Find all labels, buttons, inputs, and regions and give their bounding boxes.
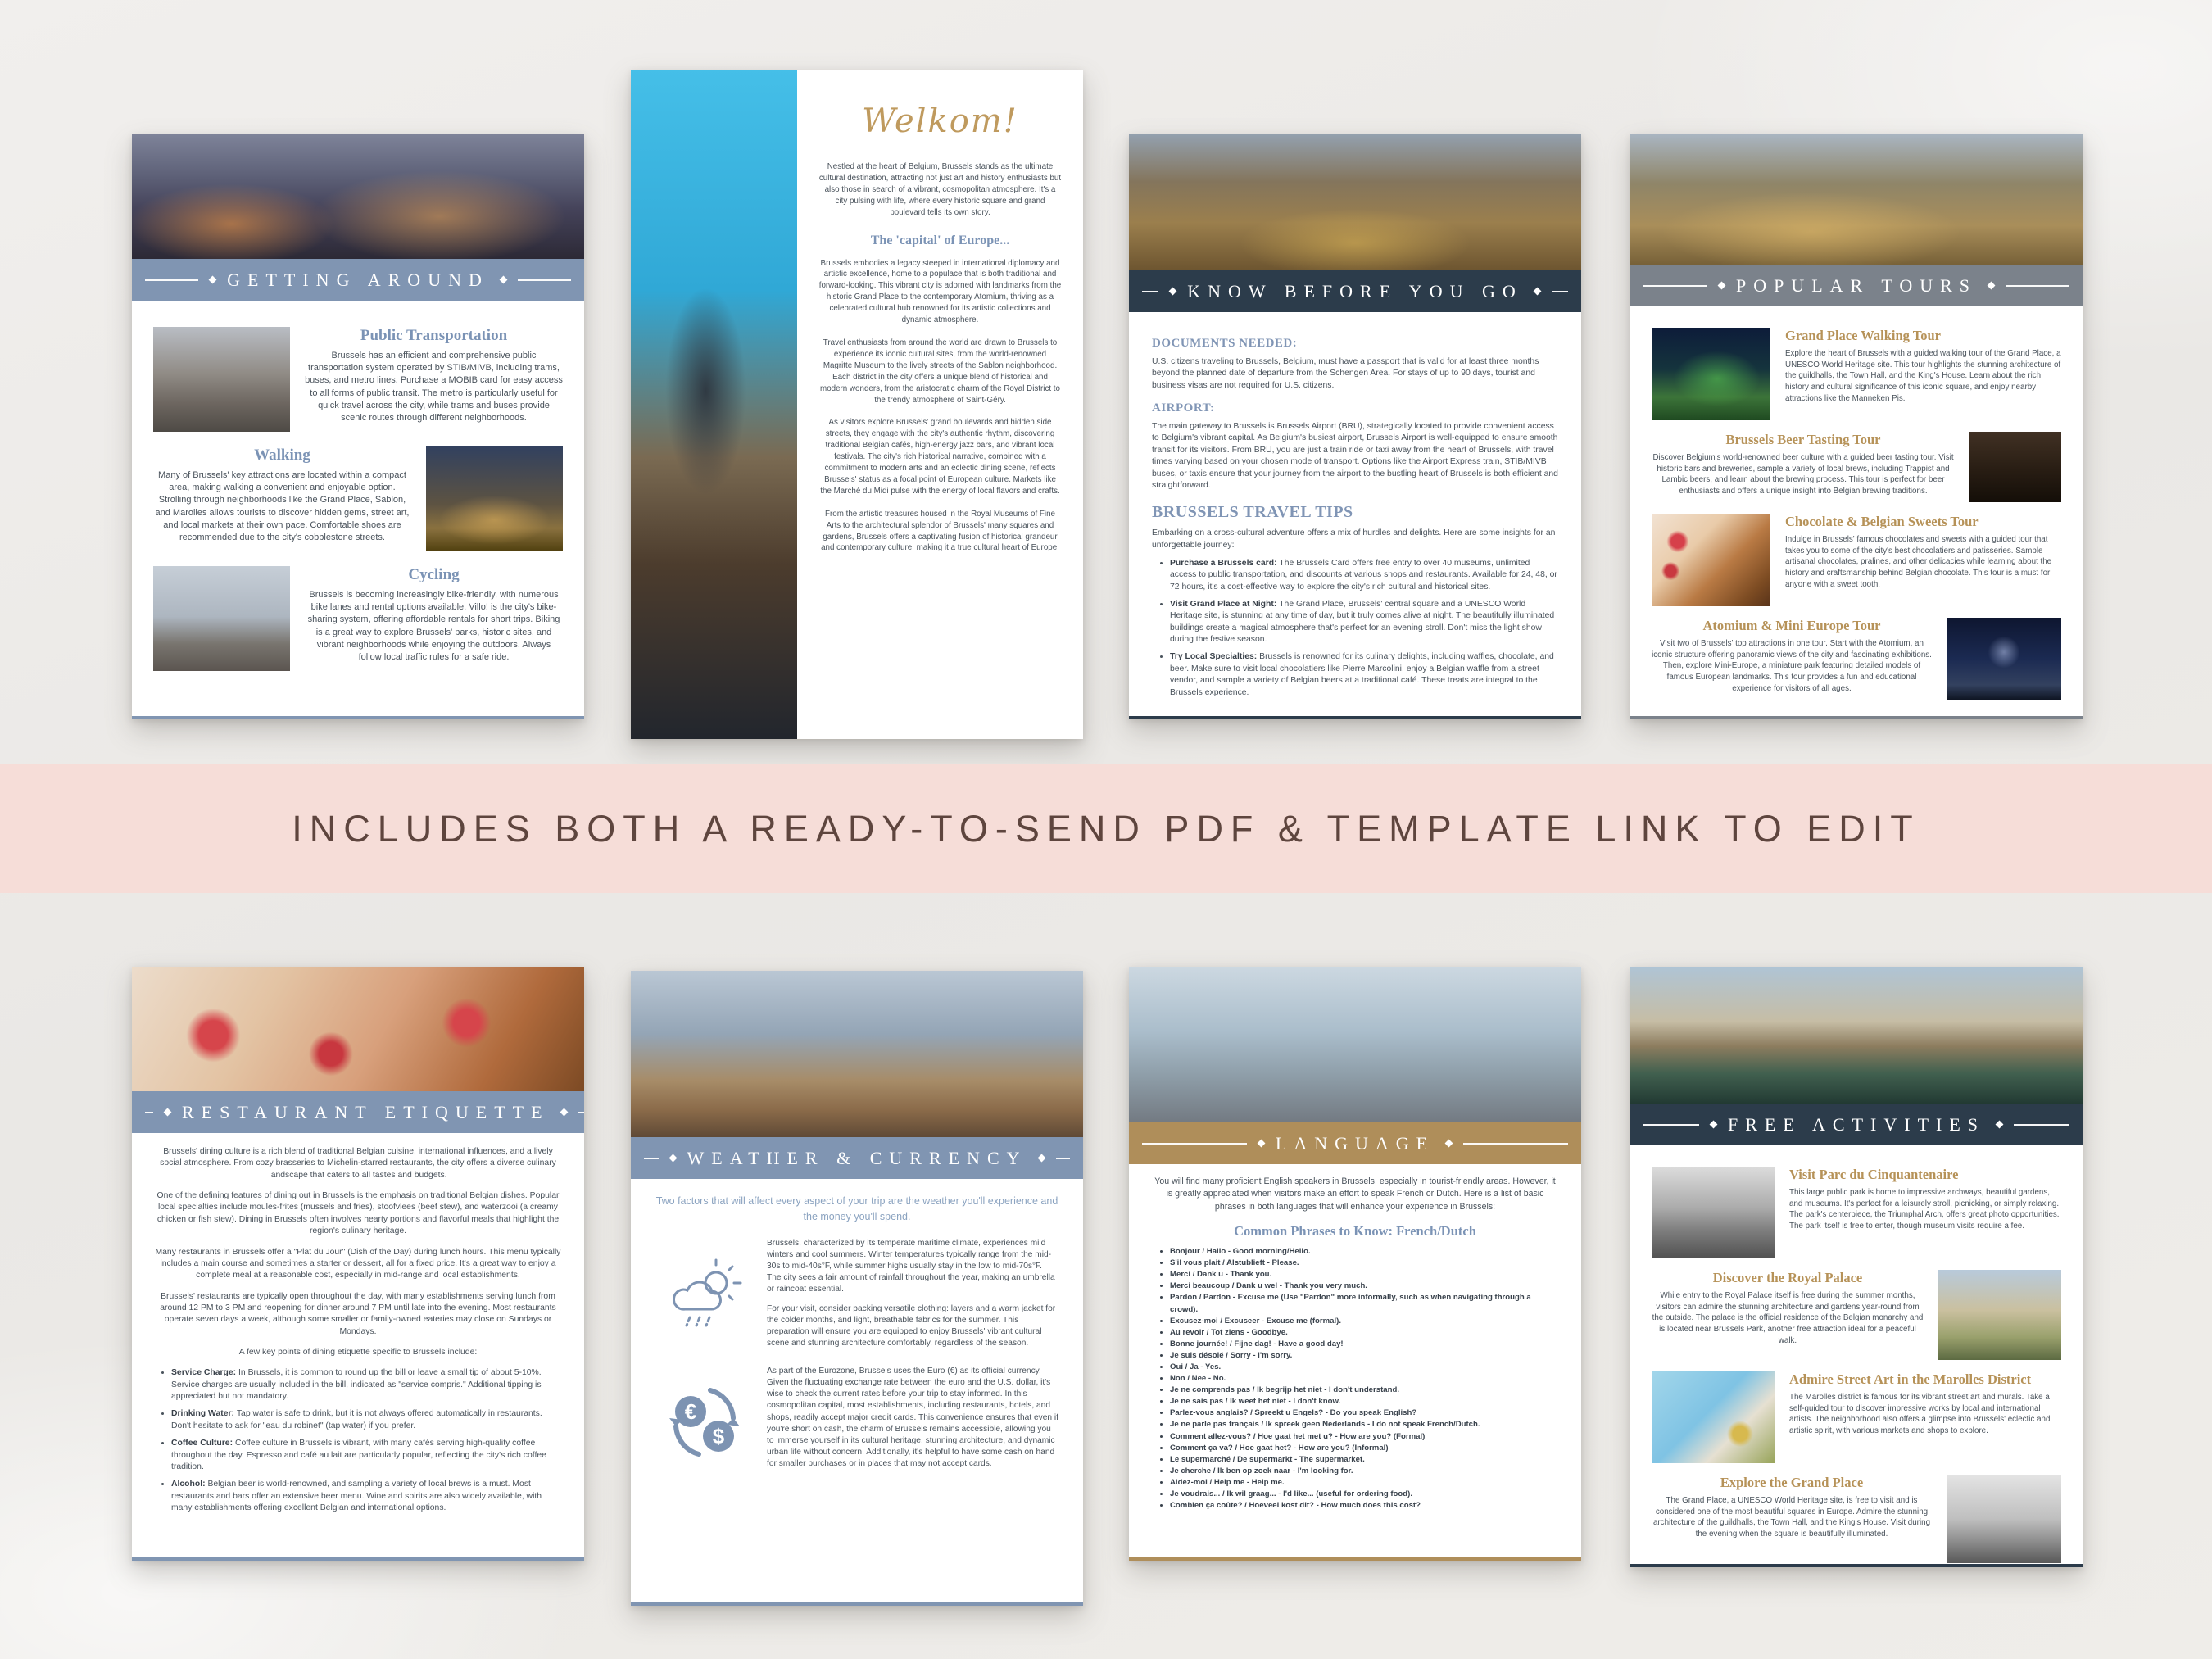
waffles-sweets-photo	[1652, 514, 1770, 606]
svg-text:$: $	[712, 1423, 725, 1448]
royal-palace-photo	[1938, 1270, 2061, 1360]
phrase-item: • Je suis désolé / Sorry - I'm sorry.	[1170, 1350, 1557, 1362]
page-title: POPULAR TOURS	[1735, 274, 1978, 296]
phrase-item: • Merci / Dank u - Thank you.	[1170, 1269, 1557, 1281]
page-title: RESTAURANT ETIQUETTE	[182, 1101, 550, 1122]
phrase-item: • Comment allez-vous? / Hoe gaat het met u? - How are you? (Formal)	[1170, 1431, 1557, 1443]
brabo-statue-photo	[631, 70, 797, 739]
popular-tours-banner	[1630, 265, 2083, 306]
page-title: KNOW BEFORE YOU GO	[1187, 280, 1523, 301]
tour-text	[1785, 514, 2061, 591]
phrase-item: • Je cherche / Ik ben op zoek naar - I'm looking for.	[1170, 1466, 1557, 1477]
banner-line-left	[1142, 1143, 1247, 1145]
phrase-item: • Non / Nee - No.	[1170, 1373, 1557, 1385]
restaurant-etiquette-content	[132, 1133, 584, 1557]
banner-line-left	[644, 1158, 659, 1159]
banner-line-right	[518, 279, 571, 281]
section-text	[305, 327, 563, 424]
street-art-mural-photo	[1652, 1371, 1775, 1463]
banner-diamond-right	[560, 1108, 568, 1117]
banner-diamond-left	[669, 1154, 677, 1163]
dessert-trays-photo	[132, 967, 584, 1091]
banner-line-right	[578, 1112, 584, 1113]
etiquette-paragraph: One of the defining features of dining out in Brussels is the emphasis on traditional Belgian dishes. Popular local specialties include moules-frites (mussels and fries), stoofvlees (beef stew), and waterzooi (a creamy chicken or fish stew). Dining in Brussels often involves hearty portions and flavorful meals that highlight the region's culinary heritage.	[156, 1191, 560, 1236]
phrase-item: • Je ne parle pas français / Ik spreek geen Nederlands - I do not speak French/Dutch.	[1170, 1419, 1557, 1430]
tour-text	[1652, 618, 1932, 695]
marketing-band	[0, 764, 2212, 893]
page-welcome	[631, 70, 1083, 739]
travel-tip-item: • Try Local Specialties: Brussels is renowned for its culinary delights, including waffles, chocolate, and beer. Make sure to visit local chocolatiers like Pierre Marcolini, enjoy a Belgian waffle from a street vendor, and sample a variety of Belgian beers at a traditional café. These treats are integral to the Brussels experience.	[1170, 651, 1558, 698]
phrase-item: • Parlez-vous anglais? / Spreekt u Engels? - Do you speak English?	[1170, 1407, 1557, 1419]
welcome-paragraph: Brussels embodies a legacy steeped in international diplomacy and artistic excellence, home to a populace that is both traditional and forward-looking. This vibrant city is adorned with landmarks from the historic Grand Place to the contemporary Atomium, thriving as a celebrated cultural hub renowned for its artistic collections and dynamic atmosphere.	[818, 258, 1062, 325]
weather-row	[631, 1230, 1083, 1358]
banner-diamond-left	[164, 1108, 172, 1117]
currency-text	[767, 1366, 1058, 1478]
getting-around-banner	[132, 259, 584, 301]
grand-place-row-photo	[1630, 134, 2083, 265]
know-before-banner	[1129, 270, 1581, 312]
banner-line-left	[1643, 285, 1707, 287]
travel-tips-heading: BRUSSELS TRAVEL TIPS	[1152, 503, 1353, 522]
banner-line-left	[1643, 1124, 1699, 1126]
illuminated-grand-place-photo	[1652, 328, 1770, 420]
travel-tips-list	[1170, 558, 1558, 699]
banner-diamond-right	[1996, 1121, 2004, 1129]
banner-diamond-left	[1169, 288, 1177, 296]
weather-icon	[655, 1255, 754, 1340]
welcome-script-title: Welkom!	[862, 102, 1018, 140]
activity-text	[1652, 1475, 1932, 1540]
phrase-item: • Au revoir / Tot ziens - Goodbye.	[1170, 1327, 1557, 1339]
section-body: Many of Brussels' key attractions are located within a compact area, making walking a convenient and enjoyable option. Strolling through neighborhoods like the Grand Place, Sablon, and Marolles allows tourists to discover hidden gems, street art, and local markets at their own pace. Comfortable shoes are recommended due to the city's cobblestone streets.	[155, 470, 410, 542]
welcome-paragraph: As visitors explore Brussels' grand boulevards and hidden side streets, they engage with the city's authentic rhythm, discovering traditional Belgian cafés, high-energy jazz bars, and vibrant local festivals. The city's rich historical narrative, combined with a commitment to modern arts and an eclectic dining scene, reflects Brussels' status as a focal point of European culture. Markets like the Marché du Midi pulse with the energy of local flavors and crafts.	[820, 418, 1060, 496]
phrase-item: • Bonjour / Hallo - Good morning/Hello.	[1170, 1246, 1557, 1258]
banner-diamond-left	[209, 276, 217, 284]
banner-diamond-right	[499, 276, 507, 284]
triumphal-arch-photo	[1652, 1167, 1775, 1258]
brussels-street-dusk-photo	[132, 134, 584, 259]
activity-heading: Admire Street Art in the Marolles District	[1789, 1371, 2032, 1387]
page-restaurant-etiquette	[132, 967, 584, 1561]
banner-diamond-right	[1445, 1140, 1453, 1148]
banner-line-left	[1142, 291, 1158, 292]
activity-heading: Visit Parc du Cinquantenaire	[1789, 1167, 1959, 1182]
phrase-item: • Je ne sais pas / Ik weet het niet - I don't know.	[1170, 1396, 1557, 1407]
know-before-content	[1129, 312, 1581, 716]
banner-diamond-left	[1710, 1121, 1718, 1129]
tour-body: Explore the heart of Brussels with a guided walking tour of the Grand Place, a UNESCO World Heritage site. This tour highlights the stunning architecture of the guildhalls, the Town Hall, and the King's House. Learn about the rich history and cultural significance of this iconic square, and enjoy nearby attractions like the Manneken Pis.	[1785, 349, 2061, 403]
beer-bar-photo	[1969, 432, 2061, 502]
phrases-list	[1170, 1246, 1557, 1512]
tour-chocolate-sweets	[1652, 514, 2061, 606]
tour-heading: Atomium & Mini Europe Tour	[1702, 618, 1881, 633]
free-activities-content	[1630, 1145, 2083, 1567]
etiquette-point-item: • Alcohol: Belgian beer is world-renowned, and sampling a variety of local brews is a must. Most restaurants and bars offer an extensive beer menu. Wine and spirits are also widely available, with many establishments offering excellent Belgian and international options.	[171, 1479, 563, 1514]
tour-text	[1652, 432, 1955, 497]
phrase-item: • Aidez-moi / Help me - Help me.	[1170, 1477, 1557, 1489]
section-heading: Walking	[254, 446, 310, 464]
currency-exchange-icon	[655, 1377, 754, 1467]
etiquette-points-list	[171, 1367, 563, 1514]
banner-line-right	[1056, 1158, 1071, 1159]
tour-body: Indulge in Brussels' famous chocolates and sweets with a guided tour that takes you to some of the city's best chocolatiers and patisseries. Sample artisanal chocolates, pralines, and other delicacies while learning about the history and craftsmanship behind Belgian chocolate. This tour is a must for anyone with a sweet tooth.	[1785, 535, 2052, 589]
weather-paragraph: Brussels, characterized by its temperate maritime climate, experiences mild winters and cool summers. Winter temperatures typically range from the mid-30s to mid-40s°F, while summer highs usually stay in the low to mid-70s°F. The city sees a fair amount of rainfall throughout the year, making an umbrella or raincoat essential.	[767, 1238, 1055, 1294]
cinquantenaire-palace-photo	[1630, 967, 2083, 1104]
weather-text	[767, 1238, 1058, 1358]
banner-line-right	[2006, 285, 2069, 287]
page-free-activities	[1630, 967, 2083, 1567]
banner-diamond-left	[1718, 282, 1726, 290]
tour-text	[1785, 328, 2061, 405]
tour-beer-tasting	[1652, 432, 2061, 502]
activity-body: The Grand Place, a UNESCO World Heritage site, is free to visit and is considered one of the most beautiful squares in Europe. Admire the stunning architecture of the guildhalls, the Town Hall, and the King's House. Visit during the evening when the square is beautifully illuminated.	[1652, 1496, 1931, 1539]
tour-atomium-mini-europe	[1652, 618, 2061, 700]
etiquette-paragraph: Brussels' restaurants are typically open throughout the day, with many establishments serving lunch from around 12 PM to 3 PM and reopening for dinner around 7 PM until late into the evening. Most restaurants operate seven days a week, although some smaller or family-owned eateries may close on Sundays or Mondays.	[160, 1291, 556, 1336]
phrase-item: • Bonne journée! / Fijne dag! - Have a good day!	[1170, 1339, 1557, 1350]
section-body: Brussels is becoming increasingly bike-friendly, with numerous bike lanes and rental options available. Villo! is the city's bike-sharing system, offering affordable rentals for short trips. Biking is a great way to explore Brussels' parks, historic sites, and vibrant neighborhoods while enjoying the outdoors. Always follow local traffic rules for a safe ride.	[307, 590, 560, 662]
travel-tip-item: • Purchase a Brussels card: The Brussels Card offers free entry to over 40 museums, unlimited access to public transportation, and discounts at various shops and restaurants. Available for 24, 48, or 72 hours, it's a cost-effective way to explore the city's rich cultural and historical sites.	[1170, 558, 1558, 593]
section-heading: Public Transportation	[360, 327, 508, 344]
section-heading: Cycling	[408, 566, 460, 583]
phrase-item: • Excusez-moi / Excuseer - Excuse me (formal).	[1170, 1316, 1557, 1327]
section-body: Brussels has an efficient and comprehensive public transportation system operated by STIB/MIVB, including trams, buses, and metro lines. Purchase a MOBIB card for easy access to all forms of public transit. The metro is particularly useful for quick travel across the city, while trams and buses provide scenic routes through different neighborhoods.	[305, 351, 563, 423]
capital-of-europe-heading: The 'capital' of Europe...	[870, 233, 1010, 247]
section-text	[153, 446, 411, 544]
activity-text	[1789, 1167, 2061, 1232]
page-title: WEATHER & CURRENCY	[687, 1147, 1027, 1168]
phrase-item: • Oui / Ja - Yes.	[1170, 1362, 1557, 1373]
activity-heading: Explore the Grand Place	[1720, 1475, 1864, 1490]
tour-heading: Chocolate & Belgian Sweets Tour	[1785, 514, 1979, 529]
etiquette-paragraph: Brussels' dining culture is a rich blend of traditional Belgian cuisine, international influences, and a lively social atmosphere. From cozy brasseries to Michelin-starred restaurants, the city offers a diverse culinary landscape that caters to all tastes and budgets.	[160, 1147, 556, 1180]
activity-grand-place	[1652, 1475, 2061, 1563]
activity-text	[1652, 1270, 1924, 1347]
welcome-paragraph: Nestled at the heart of Belgium, Brussels stands as the ultimate cultural destination, attracting not just art and history enthusiasts but also those in search of a vibrant, cosmopolitan atmosphere. It's a city pulsing with life, where every historic square and grand boulevard tells its own story.	[818, 162, 1062, 217]
activity-marolles-street-art	[1652, 1371, 2061, 1463]
etiquette-point-item: • Service Charge: In Brussels, it is common to round up the bill or leave a small tip of about 5-10%. Service charges are usually included in the bill, indicated as "service compris." Additional tipping is appreciated but not mandatory.	[171, 1367, 563, 1403]
page-popular-tours	[1630, 134, 2083, 719]
tour-heading: Grand Place Walking Tour	[1785, 328, 1941, 343]
tour-heading: Brussels Beer Tasting Tour	[1725, 432, 1881, 447]
travel-tips-intro: Embarking on a cross-cultural adventure offers a mix of hurdles and delights. Here are some insights for an unforgettable journey:	[1152, 528, 1556, 550]
currency-paragraph: As part of the Eurozone, Brussels uses the Euro (€) as its official currency. Given the fluctuating exchange rate between the euro and the U.S. dollar, it's wise to check the current rates before your trip to stay informed. In this cosmopolitan capital, most establishments, including restaurants, hotels, and shops, readily accept major credit cards. This convenience ensures that even if you're short on cash, the charm of Brussels remains accessible, allowing you to immerse yourself in its cultural heritage, stunning architecture, and dynamic urban life without concern. Additionally, it's helpful to have some cash on hand for smaller purchases or in places that may not accept cards.	[767, 1367, 1058, 1468]
grand-place-dusk-photo	[426, 446, 563, 551]
bicycle-panorama-photo	[153, 566, 290, 671]
weather-currency-banner	[631, 1137, 1083, 1179]
getting-around-content	[132, 301, 584, 716]
activity-body: This large public park is home to impressive archways, beautiful gardens, and museums. It's perfect for a leisurely stroll, picnicking, or simply relaxing. The park's centerpiece, the Triumphal Arch, offers great photo opportunities. The park itself is free to enter, though museum visits require a fee.	[1789, 1188, 2060, 1231]
language-content	[1129, 1164, 1581, 1557]
banner-line-right	[1463, 1143, 1568, 1145]
page-title: LANGUAGE	[1275, 1132, 1435, 1154]
page-know-before-you-go	[1129, 134, 1581, 719]
phrase-item: • Comment ça va? / Hoe gaat het? - How are you? (Informal)	[1170, 1443, 1557, 1454]
page-getting-around	[132, 134, 584, 719]
phrase-item: • Merci beaucoup / Dank u wel - Thank you very much.	[1170, 1281, 1557, 1292]
airport-heading: AIRPORT:	[1152, 401, 1215, 415]
tram-street-photo	[153, 327, 290, 432]
etiquette-list-intro: A few key points of dining etiquette specific to Brussels include:	[238, 1348, 478, 1358]
banner-line-left	[145, 279, 198, 281]
welcome-content	[797, 70, 1083, 739]
restaurant-etiquette-banner	[132, 1091, 584, 1133]
phrase-item: • Le supermarché / De supermarkt - The supermarket.	[1170, 1454, 1557, 1466]
grand-place-tower-photo	[1947, 1475, 2061, 1563]
phrase-item: • Je ne comprends pas / Ik begrijp het niet - I don't understand.	[1170, 1385, 1557, 1396]
page-language	[1129, 967, 1581, 1561]
weather-currency-subtitle: Two factors that will affect every aspect of your trip are the weather you'll experience and the money you'll spend.	[655, 1195, 1058, 1222]
guildhall-facades-photo	[1129, 134, 1581, 270]
etiquette-point-item: • Drinking Water: Tap water is safe to drink, but it is not always offered automatically in restaurants. Don't hesitate to ask for "eau du robinet" (tap water) if you prefer.	[171, 1408, 563, 1432]
documents-heading: DOCUMENTS NEEDED:	[1152, 337, 1298, 350]
banner-diamond-left	[1257, 1140, 1265, 1148]
page-weather-currency	[631, 971, 1083, 1606]
airport-body: The main gateway to Brussels is Brussels Airport (BRU), strategically located to provide convenient access to Belgium's vibrant capital. As Belgium's busiest airport, Brussels Airport is well-equipped to ensure smooth transit for its visitors. From BRU, you are just a train ride or taxi away from the heart of Brussels, with travel times varying based on your chosen mode of transport. Options like the Airport Express train, STIB/MIVB buses, or taxis ensure that your journey from the airport to the bustling heart of Brussels is both efficient and straightforward.	[1152, 422, 1558, 490]
atomium-night-photo	[1947, 618, 2061, 700]
language-intro: You will find many proficient English speakers in Brussels, especially in tourist-friendly areas. However, it is greatly appreciated when visitors make an effort to speak French or Dutch. Here is a list of basic phrases in both languages that will enhance your experience in Brussels:	[1154, 1176, 1556, 1212]
etiquette-point-item: • Coffee Culture: Coffee culture in Brussels is vibrant, with many cafés serving high-quality coffee throughout the day. Espresso and café au lait are particularly popular, reflecting the city's rich coffee tradition.	[171, 1438, 563, 1473]
section-text	[305, 566, 563, 664]
free-activities-banner	[1630, 1104, 2083, 1145]
banner-line-left	[145, 1112, 153, 1113]
travel-tip-item: • Visit Grand Place at Night: The Grand Place, Brussels' central square and a UNESCO World Heritage site, is stunning at any time of day, but it truly comes alive at night. The beautifully illuminated buildings create a magical atmosphere that's perfect for an evening stroll. Don't miss the light show during the festive season.	[1170, 599, 1558, 646]
tour-body: Discover Belgium's world-renowned beer culture with a guided beer tasting tour. Visit historic bars and breweries, sample a variety of local brews, including Trappist and Lambic beers, and learn about the brewing process. This tour is perfect for beer enthusiasts and offers a unique insight into Belgian brewing traditions.	[1652, 453, 1954, 496]
phrase-item: • S'il vous plait / Alstublieft - Please.	[1170, 1258, 1557, 1269]
etiquette-paragraph: Many restaurants in Brussels offer a "Plat du Jour" (Dish of the Day) during lunch hours. This menu typically includes a main course and sometimes a starter or dessert, all for a fixed price. It's a great way to enjoy a complete meal at a reasonable cost, especially in mid-range and local establishments.	[155, 1247, 561, 1281]
currency-row	[631, 1358, 1083, 1478]
phrase-item: • Pardon / Pardon - Excuse me (Use "Pardon" more informally, such as when navigating through a crowd).	[1170, 1292, 1557, 1315]
activity-parc-cinquantenaire	[1652, 1167, 2061, 1258]
section-walking	[153, 446, 563, 551]
activity-text	[1789, 1371, 2061, 1437]
popular-tours-content	[1630, 306, 2083, 716]
activity-body: While entry to the Royal Palace itself is free during the summer months, visitors can admire the stunning architecture and gardens year-round from the outside. The palace is the official residence of the Belgian monarchy and is located near Brussels Park, another free attraction ideal for a peaceful walk.	[1652, 1291, 1924, 1345]
brussels-rooftops-photo	[631, 971, 1083, 1137]
tour-body: Visit two of Brussels' top attractions in one tour. Start with the Atomium, an iconic structure offering panoramic views of the city and fascinating exhibitions. Then, explore Mini-Europe, a miniature park featuring detailed models of famous European landmarks. This tour provides a fun and educational experience for visitors of all ages.	[1652, 639, 1932, 693]
svg-text:€: €	[684, 1398, 697, 1424]
phrase-item: • Je voudrais... / Ik wil graag... - I'd like... (useful for ordering food).	[1170, 1489, 1557, 1500]
banner-line-right	[1552, 291, 1568, 292]
phrase-item: • Combien ça coûte? / Hoeveel kost dit? - How much does this cost?	[1170, 1500, 1557, 1512]
page-title: GETTING AROUND	[227, 269, 489, 290]
documents-body: U.S. citizens traveling to Brussels, Belgium, must have a passport that is valid for at least three months beyond the planned date of departure from the Schengen Area. For stays of up to 90 days, tourist and business visas are not required for U.S. citizens.	[1152, 357, 1539, 390]
banner-diamond-right	[1533, 288, 1541, 296]
welcome-paragraph: Travel enthusiasts from around the world are drawn to Brussels to experience its iconic cultural sites, from the world-renowned Magritte Museum to the lively streets of the Sablon neighborhood. Each district in the city offers a unique blend of historical and modern wonders, from the aristocratic charm of the Royal District to the trendy atmosphere of Saint-Géry.	[820, 338, 1060, 405]
activity-heading: Discover the Royal Palace	[1712, 1270, 1863, 1285]
welcome-paragraph: From the artistic treasures housed in the Royal Museums of Fine Arts to the architectural splendor of Brussels' many squares and gardens, Brussels offers a captivating fusion of historical grandeur and contemporary culture, making it a true cultural heart of Europe.	[821, 509, 1059, 553]
section-public-transportation	[153, 327, 563, 432]
activity-royal-palace	[1652, 1270, 2061, 1360]
section-cycling	[153, 566, 563, 671]
page-title: FREE ACTIVITIES	[1727, 1113, 1986, 1135]
language-banner	[1129, 1122, 1581, 1164]
activity-body: The Marolles district is famous for its vibrant street art and murals. Take a self-guided tour to discover impressive works by local and international artists. The neighborhood also offers a glimpse into Brussels' eclectic and artistic spirit, with various markets and shops to explore.	[1789, 1393, 2051, 1436]
banner-diamond-right	[1988, 282, 1996, 290]
marketing-band-text: INCLUDES BOTH A READY-TO-SEND PDF & TEMPLATE LINK TO EDIT	[292, 807, 1920, 850]
brussels-skyline-photo	[1129, 967, 1581, 1122]
tour-grand-place-walking	[1652, 328, 2061, 420]
banner-diamond-right	[1037, 1154, 1045, 1163]
phrases-heading: Common Phrases to Know: French/Dutch	[1234, 1223, 1476, 1240]
banner-line-right	[2014, 1124, 2069, 1126]
weather-paragraph: For your visit, consider packing versatile clothing: layers and a warm jacket for the colder months, and light, breathable fabrics for the summer. This preparation will ensure you are equipped to enjoy Brussels' vibrant cultural scene and stunning architecture comfortably, regardless of the season.	[767, 1303, 1056, 1349]
